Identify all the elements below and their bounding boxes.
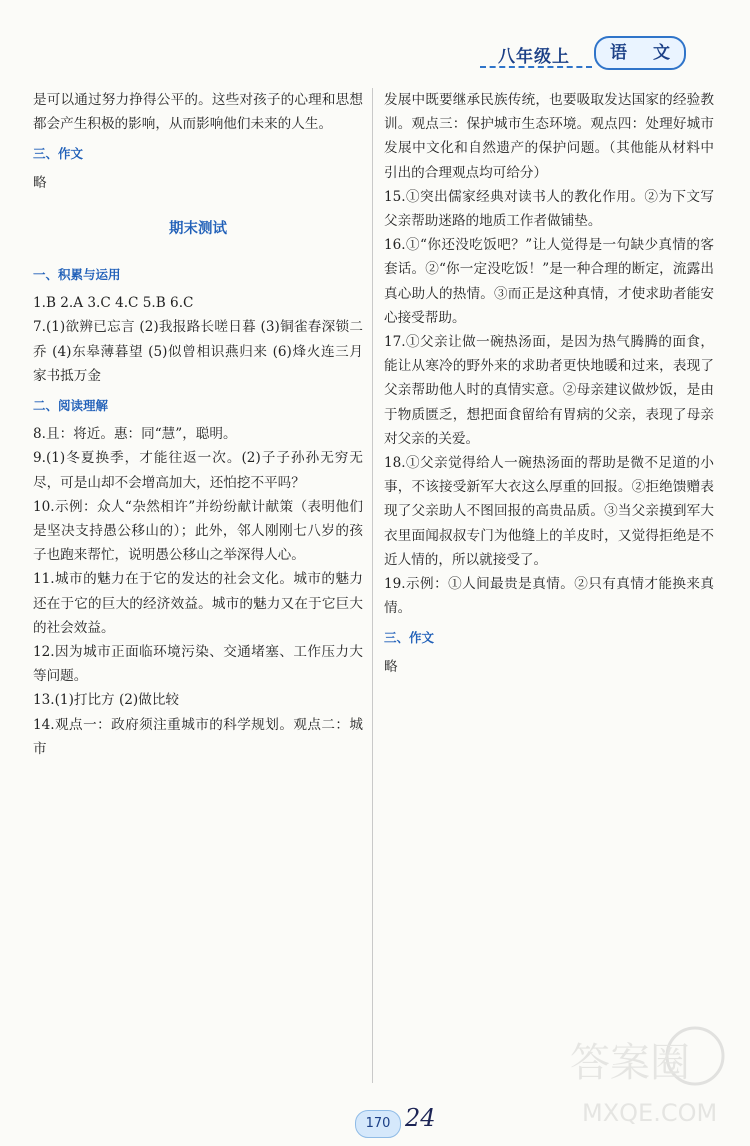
subject-badge: 语 文	[594, 36, 686, 70]
test-title: 期末测试	[169, 220, 227, 237]
watermark-logo	[560, 1016, 730, 1136]
answer-q1-6: 1.B 2.A 3.C 4.C 5.B 6.C	[33, 295, 194, 312]
answer-q19: 19.示例：①人间最贵是真情。②只有真情才能换来真情。	[384, 576, 714, 617]
answer-q14-continued: 发展中既要继承民族传统，也要吸取发达国家的经验教训。观点三：保护城市生态环境。观点四：处理好城市发展中文化和自然遗产的保护问题。（其他能从材料中引出的合理观点均可给分）	[384, 92, 714, 181]
answer-q13: 13.(1)打比方 (2)做比较	[33, 692, 180, 709]
section-heading-composition: 三、作文	[33, 146, 84, 162]
answer-q10: 10.示例：众人“杂然相许”并纷纷献计献策（表明他们是坚决支持愚公移山的）；此外，邻人刚刚七八岁的孩子也跑来帮忙，说明愚公移山之举深得人心。	[33, 498, 363, 564]
column-divider	[372, 88, 373, 1083]
page-header	[480, 36, 700, 72]
answer-q14: 14.观点一：政府须注重城市的科学规划。观点二：城市	[33, 716, 363, 757]
answer-q15: 15.①突出儒家经典对读书人的教化作用。②为下文写父亲帮助迷路的地质工作者做铺垫。	[384, 188, 714, 230]
answer-q8: 8.且：将近。惠：同“慧”，聪明。	[33, 426, 237, 443]
answer-q12: 12.因为城市正面临环境污染、交通堵塞、工作压力大等问题。	[33, 644, 363, 685]
answer-q17: 17.①父亲让做一碗热汤面，是因为热气腾腾的面食，能让从寒冷的野外来的求助者更快地暖和过来，表现了父亲帮助他人时的真情实意。②母亲建议做炒饭，是由于物质匮乏，想把面食留给有胃病的父亲，表现了母亲对父亲的关爱。	[384, 334, 714, 447]
answer-q18: 18.①父亲觉得给人一碗热汤面的帮助是微不足道的小事，不该接受新军大衣这么厚重的回报。②拒绝馈赠表现了父亲助人不图回报的高贵品质。③当父亲摸到军大衣里面闻叔叔专门为他缝上的羊皮时，又觉得拒绝是不近人情的，所以就接受了。	[384, 455, 714, 568]
watermark-text: 答案圈	[570, 1040, 690, 1086]
watermark-url: MXQE.COM	[582, 1099, 718, 1127]
grade-label: 八年级上	[498, 47, 570, 67]
composition-omitted: 略	[384, 658, 398, 675]
section-heading-accumulation: 一、积累与运用	[33, 267, 121, 283]
answer-q11: 11.城市的魅力在于它的发达的社会文化。城市的魅力还在于它的巨大的经济效益。城市的魅力又在于它巨大的社会效益。	[33, 571, 363, 636]
left-column	[33, 88, 363, 761]
answer-paragraph: 是可以通过努力挣得公平的。这些对孩子的心理和思想都会产生积极的影响，从而影响他们未来的人生。	[33, 92, 363, 133]
answer-q9: 9.(1)冬夏换季，才能往返一次。(2)子子孙孙无穷无尽，可是山却不会增高加大，还怕挖不平吗？	[33, 450, 363, 491]
header-dashed-line	[480, 66, 592, 68]
composition-omitted: 略	[33, 174, 47, 191]
section-heading-reading: 二、阅读理解	[33, 398, 109, 414]
section-heading-composition: 三、作文	[384, 630, 435, 646]
handwritten-number: 24	[405, 1104, 436, 1132]
right-column	[384, 88, 714, 679]
page-number: 170	[355, 1110, 401, 1138]
answer-q7: 7.(1)欲辨已忘言 (2)我报路长嗟日暮 (3)铜雀春深锁二乔 (4)东皋薄暮望 (5)似曾相识燕归来 (6)烽火连三月 家书抵万金	[33, 319, 363, 384]
answer-q16: 16.①“你还没吃饭吧？”让人觉得是一句缺少真情的客套话。②“你一定没吃饭！”是一种合理的断定，流露出真心助人的热情。③而正是这种真情，才使求助者能安心接受帮助。	[384, 237, 714, 326]
